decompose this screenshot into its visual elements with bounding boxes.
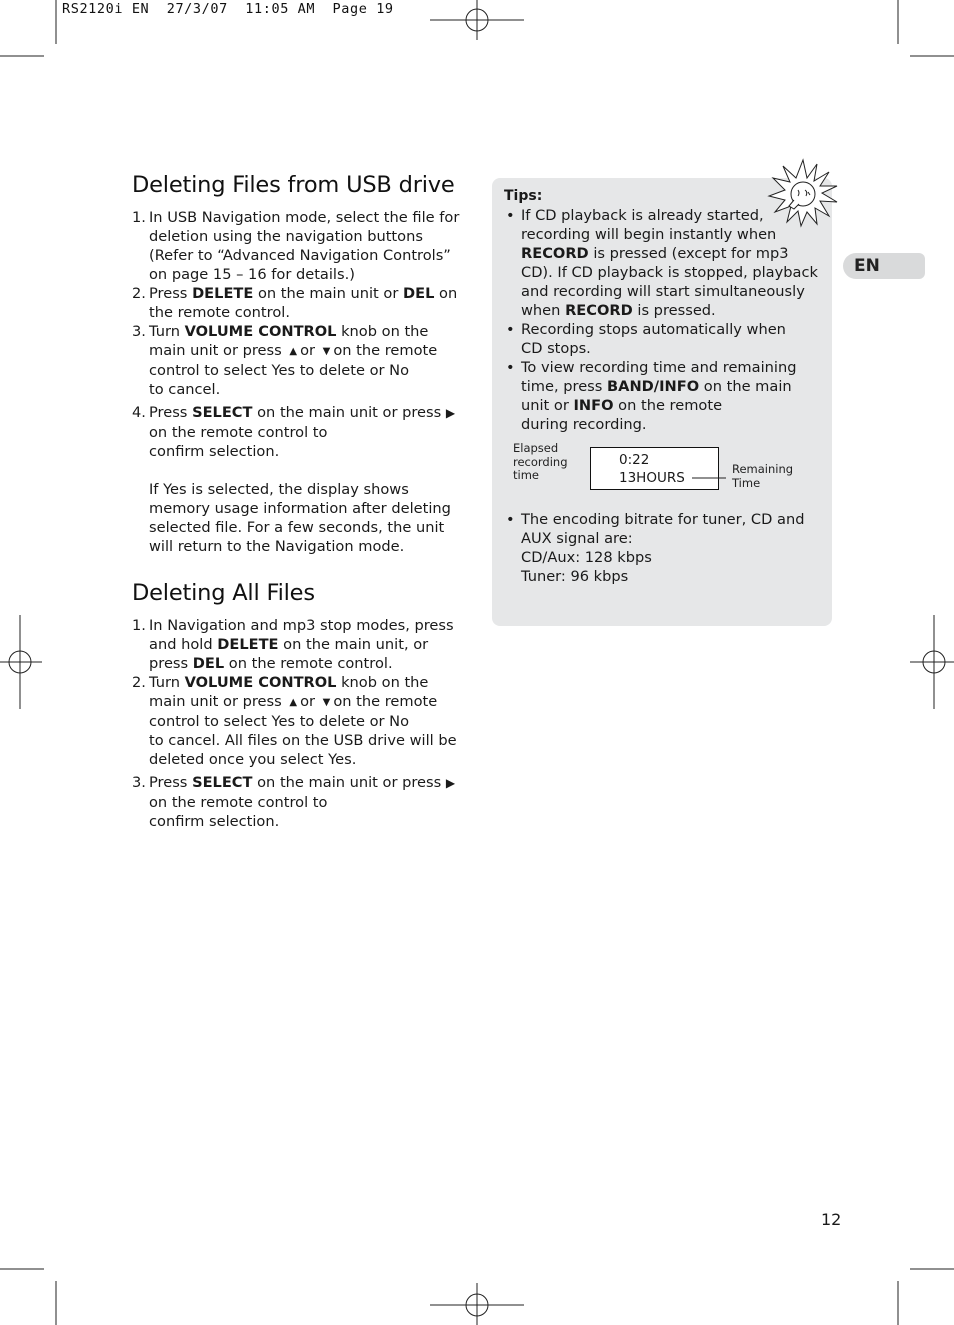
tips-content: [504, 187, 824, 434]
tip-bullet: • To view recording time and remaining time, press BAND/INFO on the main unit or INFO on the remote during recording.: [506, 359, 797, 433]
remaining-time-value: 13HOURS: [619, 470, 685, 486]
down-arrow-icon: ▼: [322, 346, 331, 357]
section-title-delete-files: Deleting Files from USB drive: [132, 172, 455, 198]
page-number: 12: [821, 1210, 842, 1229]
tips-title: Tips:: [504, 188, 543, 204]
right-arrow-icon: ▶: [445, 776, 456, 790]
step-2: 2. Press DELETE on the main unit or DEL on the remote control.: [132, 285, 458, 321]
bullet-icon: •: [506, 321, 515, 338]
remaining-time-label: Remaining Time: [732, 462, 794, 490]
bullet-icon: •: [506, 359, 515, 376]
remaining-leader-line: [690, 476, 730, 480]
print-header: RS2120i EN 27/3/07 11:05 AM Page 19: [62, 1, 394, 17]
tip-bullet: • Recording stops automatically when CD stops.: [506, 321, 786, 357]
elapsed-time-label: Elapsed recording time: [513, 441, 568, 482]
elapsed-time-value: 0:22: [619, 452, 650, 468]
right-arrow-icon: ▶: [445, 406, 456, 420]
bullet-icon: •: [506, 207, 515, 224]
section-title-delete-all: Deleting All Files: [132, 580, 315, 606]
lcd-display: [590, 447, 719, 490]
up-arrow-icon: ▲: [289, 346, 298, 357]
step-3: 3. Press SELECT on the main unit or press ▶ on the remote control to confirm selection.: [132, 774, 456, 830]
delete-all-steps: [132, 616, 482, 831]
delete-files-steps: [132, 208, 482, 556]
bullet-icon: •: [506, 511, 515, 528]
tip-bullet: • The encoding bitrate for tuner, CD and AUX signal are: CD/Aux: 128 kbps Tuner: 96 kbps: [506, 511, 805, 585]
step-1: 1. In USB Navigation mode, select the file for deletion using the navigation buttons (Refer to “Advanced Navigation Controls” on page 15 – 16 for details.): [132, 209, 460, 283]
down-arrow-icon: ▼: [322, 697, 331, 708]
step-4: 4. Press SELECT on the main unit or press ▶ on the remote control to confirm selection. If Yes is selected, the display shows memory usage information after deleting selected file. For a few seconds, the unit will return to the Navigation mode.: [132, 404, 456, 555]
tips-content-lower: [504, 510, 824, 586]
step-3: 3. Turn VOLUME CONTROL knob on the main unit or press ▲ or ▼ on the remote control to select Yes to delete or No to cancel.: [132, 323, 438, 398]
language-tab: EN: [843, 253, 925, 279]
up-arrow-icon: ▲: [289, 697, 298, 708]
step-2: 2. Turn VOLUME CONTROL knob on the main unit or press ▲ or ▼ on the remote control to select Yes to delete or No to cancel. All files on the USB drive will be deleted once you select Yes.: [132, 674, 457, 768]
step-1: 1. In Navigation and mp3 stop modes, press and hold DELETE on the main unit, or press DEL on the remote control.: [132, 617, 454, 672]
tip-bullet: • If CD playback is already started, recording will begin instantly when RECORD is pressed (except for mp3 CD). If CD playback is stopped, playback and recording will start simultaneously when RECORD is pressed.: [506, 207, 818, 319]
